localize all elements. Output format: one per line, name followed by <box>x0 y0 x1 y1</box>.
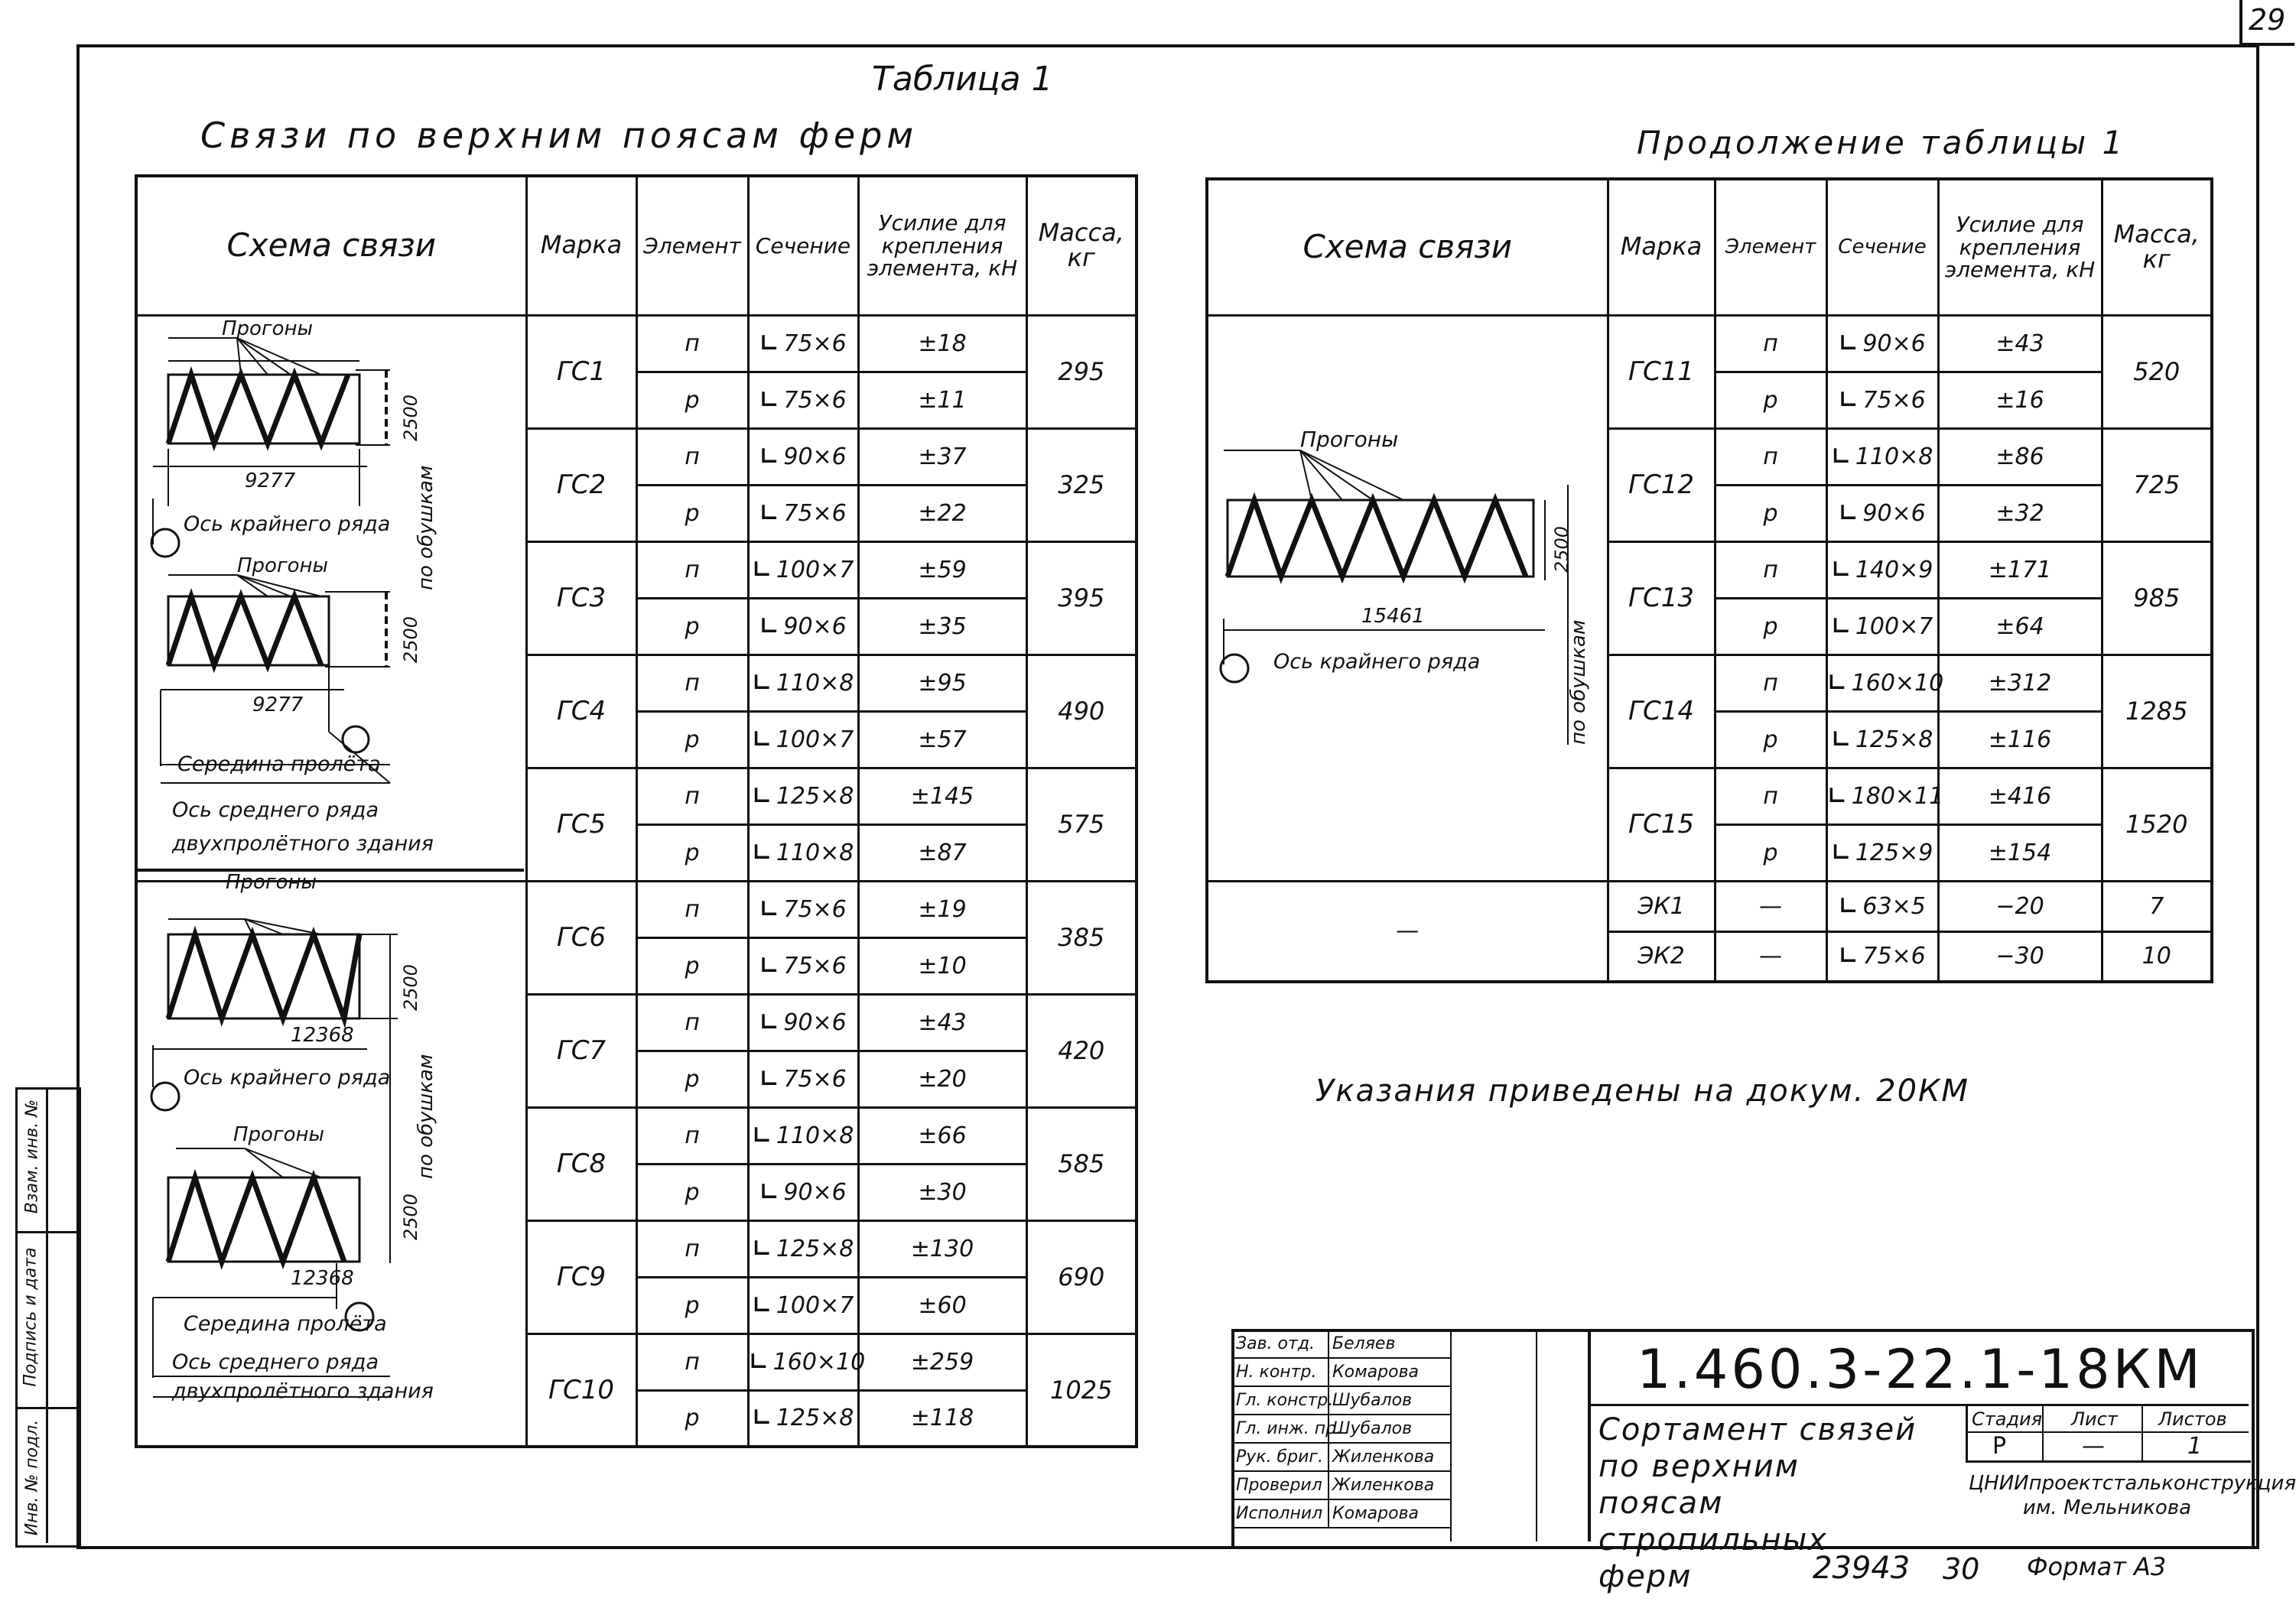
element-cell: р <box>1715 711 1826 768</box>
hdr-force-r: Усилие для крепления элемента, кН <box>1938 179 2102 315</box>
purlins-label-1: Прогоны <box>222 317 314 340</box>
stage-col-line-2 <box>2142 1404 2143 1460</box>
mass-cell: 690 <box>1026 1220 1137 1334</box>
side-stamp-inv: Взам. инв. № <box>22 1099 42 1214</box>
org-name: ЦНИИпроектстальконструкция им. Мельникова <box>1969 1472 2296 1519</box>
element-cell: р <box>636 485 748 541</box>
hdr-mass: Масса, кг <box>1026 176 1137 315</box>
section-cell: ∟ 75×6 <box>748 315 858 372</box>
force-cell: ±59 <box>858 541 1026 598</box>
section-cell: ∟ 90×6 <box>1826 315 1938 372</box>
title-block-role: Зав. отд. <box>1233 1330 1328 1359</box>
title-block-sign-col <box>1450 1330 1537 1541</box>
title-block-name: Беляев <box>1329 1330 1452 1359</box>
stage-col-line-1 <box>2042 1404 2044 1460</box>
mass-cell: 325 <box>1026 428 1137 541</box>
side-stamp-orig: Инв. № подл. <box>22 1419 42 1536</box>
mass-cell: 1025 <box>1026 1334 1137 1447</box>
dim-2500-d: 2500 <box>400 1193 421 1240</box>
sheet-value: — <box>2082 1433 2105 1460</box>
force-cell: ±95 <box>858 655 1026 711</box>
dim-12368-b: 12368 <box>291 1267 354 1290</box>
sheets-value: 1 <box>2187 1433 2203 1460</box>
scheme-dash-cell: — <box>1207 881 1608 982</box>
title-block-name: Жиленкова <box>1329 1444 1452 1472</box>
title-block-name: Комарова <box>1329 1500 1452 1528</box>
force-cell: ±66 <box>858 1107 1026 1164</box>
mass-cell: 395 <box>1026 541 1137 655</box>
mark-cell: ЭК1 <box>1608 881 1715 931</box>
purlins-label-4: Прогоны <box>233 1123 325 1146</box>
side-stamp-divider <box>46 1087 48 1543</box>
hdr-element: Элемент <box>636 176 748 315</box>
dim-2500-c: 2500 <box>400 963 421 1011</box>
force-cell: ±130 <box>858 1220 1026 1277</box>
sheet-label: Лист <box>2071 1408 2118 1430</box>
hdr-section-r: Сечение <box>1826 179 1938 315</box>
element-cell: п <box>636 881 748 937</box>
section-cell: ∟ 75×6 <box>748 485 858 541</box>
force-cell: ±43 <box>1938 315 2102 372</box>
title-block-roles-col <box>1233 1330 1342 1528</box>
hdr-element-r: Элемент <box>1715 179 1826 315</box>
left-schemes <box>138 315 524 1416</box>
right-title: Продолжение таблицы 1 <box>1637 124 2126 161</box>
side-stamp-sign: Подпись и дата <box>21 1247 41 1387</box>
section-cell: ∟ 100×7 <box>748 1277 858 1334</box>
element-cell: р <box>1715 485 1826 541</box>
section-cell: ∟ 125×8 <box>748 1390 858 1447</box>
force-cell: ±32 <box>1938 485 2102 541</box>
mark-cell: ГС1 <box>526 315 636 428</box>
element-cell: п <box>636 655 748 711</box>
section-cell: ∟ 125×8 <box>1826 711 1938 768</box>
mark-cell: ГС14 <box>1608 655 1715 768</box>
sheet-number: 29 <box>2249 3 2286 37</box>
force-cell: ±60 <box>858 1277 1026 1334</box>
title-block-name: Шубалов <box>1329 1415 1452 1444</box>
section-cell: ∟ 75×6 <box>748 1051 858 1107</box>
purlins-label-2: Прогоны <box>237 554 329 577</box>
two-span-1: двухпролётного здания <box>172 832 434 856</box>
section-cell: ∟ 75×6 <box>748 937 858 994</box>
element-cell: р <box>1715 372 1826 428</box>
hdr-section: Сечение <box>748 176 858 315</box>
section-cell: ∟ 90×6 <box>748 598 858 655</box>
force-cell: ±30 <box>858 1164 1026 1220</box>
mass-cell: 1285 <box>2102 655 2212 768</box>
mark-cell: ГС11 <box>1608 315 1715 428</box>
inventory-number: 23943 <box>1813 1551 1911 1586</box>
stage-label: Стадия <box>1972 1408 2043 1430</box>
mass-cell: 1520 <box>2102 768 2212 881</box>
force-cell: ±259 <box>858 1334 1026 1390</box>
element-cell: п <box>1715 315 1826 372</box>
element-cell: п <box>636 428 748 485</box>
section-cell: ∟ 110×8 <box>1826 428 1938 485</box>
scheme-gc6-10-labels <box>171 871 437 1403</box>
section-cell: ∟ 160×10 <box>1826 655 1938 711</box>
force-cell: −30 <box>1938 931 2102 982</box>
along-chord-r: по обушкам <box>1567 619 1590 745</box>
dim-2500-r: 2500 <box>1551 525 1572 573</box>
element-cell: п <box>1715 655 1826 711</box>
element-cell: п <box>636 1220 748 1277</box>
hdr-scheme-r: Схема связи <box>1207 179 1608 315</box>
title-block-names-col <box>1328 1330 1452 1528</box>
doc-title: Сортамент связей по верхним поясам стропильных ферм <box>1598 1412 1917 1594</box>
force-cell: ±20 <box>858 1051 1026 1107</box>
dim-9277-b: 9277 <box>252 694 304 716</box>
mass-cell: 385 <box>1026 881 1137 994</box>
mark-cell: ГС9 <box>526 1220 636 1334</box>
extra-row <box>1207 881 2212 931</box>
force-cell: ±18 <box>858 315 1026 372</box>
force-cell: ±16 <box>1938 372 2102 428</box>
force-cell: ±22 <box>858 485 1026 541</box>
mark-cell: ГС2 <box>526 428 636 541</box>
element-cell: п <box>1715 541 1826 598</box>
purlins-label-r: Прогоны <box>1300 427 1399 452</box>
stage-row-line <box>1966 1431 2249 1433</box>
section-cell: ∟ 90×6 <box>748 994 858 1051</box>
title-block-name: Жиленкова <box>1329 1472 1452 1500</box>
force-cell: ±145 <box>858 768 1026 824</box>
axis-outer-r: Ось крайнего ряда <box>1273 650 1481 674</box>
axis-outer-2: Ось крайнего ряда <box>184 1066 391 1090</box>
section-cell: ∟ 110×8 <box>748 655 858 711</box>
two-span-2: двухпролётного здания <box>172 1379 434 1403</box>
element-cell: п <box>1715 428 1826 485</box>
mark-cell: ГС3 <box>526 541 636 655</box>
hdr-mark-r: Марка <box>1608 179 1715 315</box>
force-cell: ±11 <box>858 372 1026 428</box>
force-cell: ±19 <box>858 881 1026 937</box>
doc-code: 1.460.3-22.1-18КМ <box>1637 1338 2203 1401</box>
element-cell: п <box>636 768 748 824</box>
mark-cell: ГС7 <box>526 994 636 1107</box>
title-block-name: Шубалов <box>1329 1387 1452 1415</box>
mid-span-1: Середина пролёта <box>177 752 381 776</box>
section-cell: ∟ 180×11 <box>1826 768 1938 824</box>
hdr-scheme: Схема связи <box>136 176 526 315</box>
mass-cell: 295 <box>1026 315 1137 428</box>
left-title: Связи по верхним поясам ферм <box>200 115 919 156</box>
axis-middle-2: Ось среднего ряда <box>172 1350 379 1374</box>
element-cell: р <box>636 1277 748 1334</box>
mass-cell: 520 <box>2102 315 2212 428</box>
mass-cell: 490 <box>1026 655 1137 768</box>
section-cell: ∟ 125×8 <box>748 1220 858 1277</box>
mark-cell: ГС4 <box>526 655 636 768</box>
axis-outer-1: Ось крайнего ряда <box>184 512 391 536</box>
mass-cell: 7 <box>2102 881 2212 931</box>
element-cell: — <box>1715 881 1826 931</box>
mass-cell: 420 <box>1026 994 1137 1107</box>
force-cell: ±64 <box>1938 598 2102 655</box>
mass-cell: 985 <box>2102 541 2212 655</box>
table-caption: Таблица 1 <box>872 60 1053 99</box>
axis-middle-1: Ось среднего ряда <box>172 798 379 822</box>
section-cell: ∟ 75×6 <box>748 881 858 937</box>
element-cell: р <box>636 1051 748 1107</box>
title-block-name: Комарова <box>1329 1359 1452 1387</box>
section-cell: ∟ 100×7 <box>748 541 858 598</box>
element-cell: р <box>636 711 748 768</box>
title-block-role: Гл. констр. <box>1233 1387 1328 1415</box>
title-block-role: Исполнил <box>1233 1500 1328 1528</box>
force-cell: ±171 <box>1938 541 2102 598</box>
mass-cell: 575 <box>1026 768 1137 881</box>
title-block-role: Гл. инж. пр. <box>1233 1415 1328 1444</box>
force-cell: ±57 <box>858 711 1026 768</box>
force-cell: ±37 <box>858 428 1026 485</box>
section-cell: ∟ 110×8 <box>748 1107 858 1164</box>
dim-15461: 15461 <box>1361 605 1425 628</box>
dim-9277-a: 9277 <box>245 469 296 492</box>
section-cell: ∟ 110×8 <box>748 824 858 881</box>
hdr-mass-r: Масса, кг <box>2102 179 2212 315</box>
title-block-date-col <box>1534 1330 1591 1541</box>
section-cell: ∟ 100×7 <box>1826 598 1938 655</box>
element-cell: — <box>1715 931 1826 982</box>
hdr-force: Усилие для крепления элемента, кН <box>858 176 1026 315</box>
section-cell: ∟ 75×6 <box>1826 372 1938 428</box>
title-block-role: Н. контр. <box>1233 1359 1328 1387</box>
hdr-mark: Марка <box>526 176 636 315</box>
element-cell: п <box>636 315 748 372</box>
force-cell: ±43 <box>858 994 1026 1051</box>
dim-2500-b: 2500 <box>400 616 421 663</box>
section-cell: ∟ 75×6 <box>1826 931 1938 982</box>
section-cell: ∟ 90×6 <box>748 1164 858 1220</box>
force-cell: ±10 <box>858 937 1026 994</box>
element-cell: п <box>636 994 748 1051</box>
force-cell: ±154 <box>1938 824 2102 881</box>
section-cell: ∟ 125×8 <box>748 768 858 824</box>
section-cell: ∟ 100×7 <box>748 711 858 768</box>
section-cell: ∟ 140×9 <box>1826 541 1938 598</box>
mid-span-2: Середина пролёта <box>184 1312 387 1336</box>
force-cell: ±35 <box>858 598 1026 655</box>
section-cell: ∟ 90×6 <box>748 428 858 485</box>
element-cell: р <box>636 824 748 881</box>
force-cell: ±116 <box>1938 711 2102 768</box>
mark-cell: ГС8 <box>526 1107 636 1220</box>
right-scheme <box>1208 317 1606 867</box>
stage-value: Р <box>1992 1433 2007 1460</box>
section-cell: ∟ 63×5 <box>1826 881 1938 931</box>
format-label: Формат А3 <box>2027 1552 2167 1581</box>
mark-cell: ГС13 <box>1608 541 1715 655</box>
mark-cell: ГС10 <box>526 1334 636 1447</box>
along-chord-1: по обушкам <box>415 465 437 590</box>
element-cell: п <box>636 1334 748 1390</box>
mark-cell: ГС15 <box>1608 768 1715 881</box>
title-block-role: Проверил <box>1233 1472 1328 1500</box>
mass-cell: 725 <box>2102 428 2212 541</box>
note-text: Указания приведены на докум. 20КМ <box>1315 1074 1969 1109</box>
along-chord-2: по обушкам <box>415 1054 437 1179</box>
copy-number: 30 <box>1943 1552 1980 1586</box>
force-cell: ±416 <box>1938 768 2102 824</box>
element-cell: р <box>636 598 748 655</box>
force-cell: ±87 <box>858 824 1026 881</box>
element-cell: р <box>636 1164 748 1220</box>
mark-cell: ЭК2 <box>1608 931 1715 982</box>
element-cell: п <box>1715 768 1826 824</box>
section-cell: ∟ 75×6 <box>748 372 858 428</box>
element-cell: р <box>1715 824 1826 881</box>
force-cell: ±312 <box>1938 655 2102 711</box>
mark-cell: ГС5 <box>526 768 636 881</box>
section-cell: ∟ 160×10 <box>748 1334 858 1390</box>
element-cell: р <box>636 1390 748 1447</box>
element-cell: р <box>636 937 748 994</box>
mass-cell: 10 <box>2102 931 2212 982</box>
mark-cell: ГС12 <box>1608 428 1715 541</box>
sheets-label: Листов <box>2158 1408 2227 1430</box>
mark-cell: ГС6 <box>526 881 636 994</box>
force-cell: −20 <box>1938 881 2102 931</box>
purlins-label-3: Прогоны <box>226 871 317 894</box>
title-block-role: Рук. бриг. <box>1233 1444 1328 1472</box>
element-cell: п <box>636 1107 748 1164</box>
force-cell: ±86 <box>1938 428 2102 485</box>
element-cell: п <box>636 541 748 598</box>
dim-12368-a: 12368 <box>291 1024 354 1047</box>
section-cell: ∟ 125×9 <box>1826 824 1938 881</box>
section-cell: ∟ 90×6 <box>1826 485 1938 541</box>
mass-cell: 585 <box>1026 1107 1137 1220</box>
dim-2500-a: 2500 <box>400 394 421 441</box>
element-cell: р <box>636 372 748 428</box>
element-cell: р <box>1715 598 1826 655</box>
force-cell: ±118 <box>858 1390 1026 1447</box>
